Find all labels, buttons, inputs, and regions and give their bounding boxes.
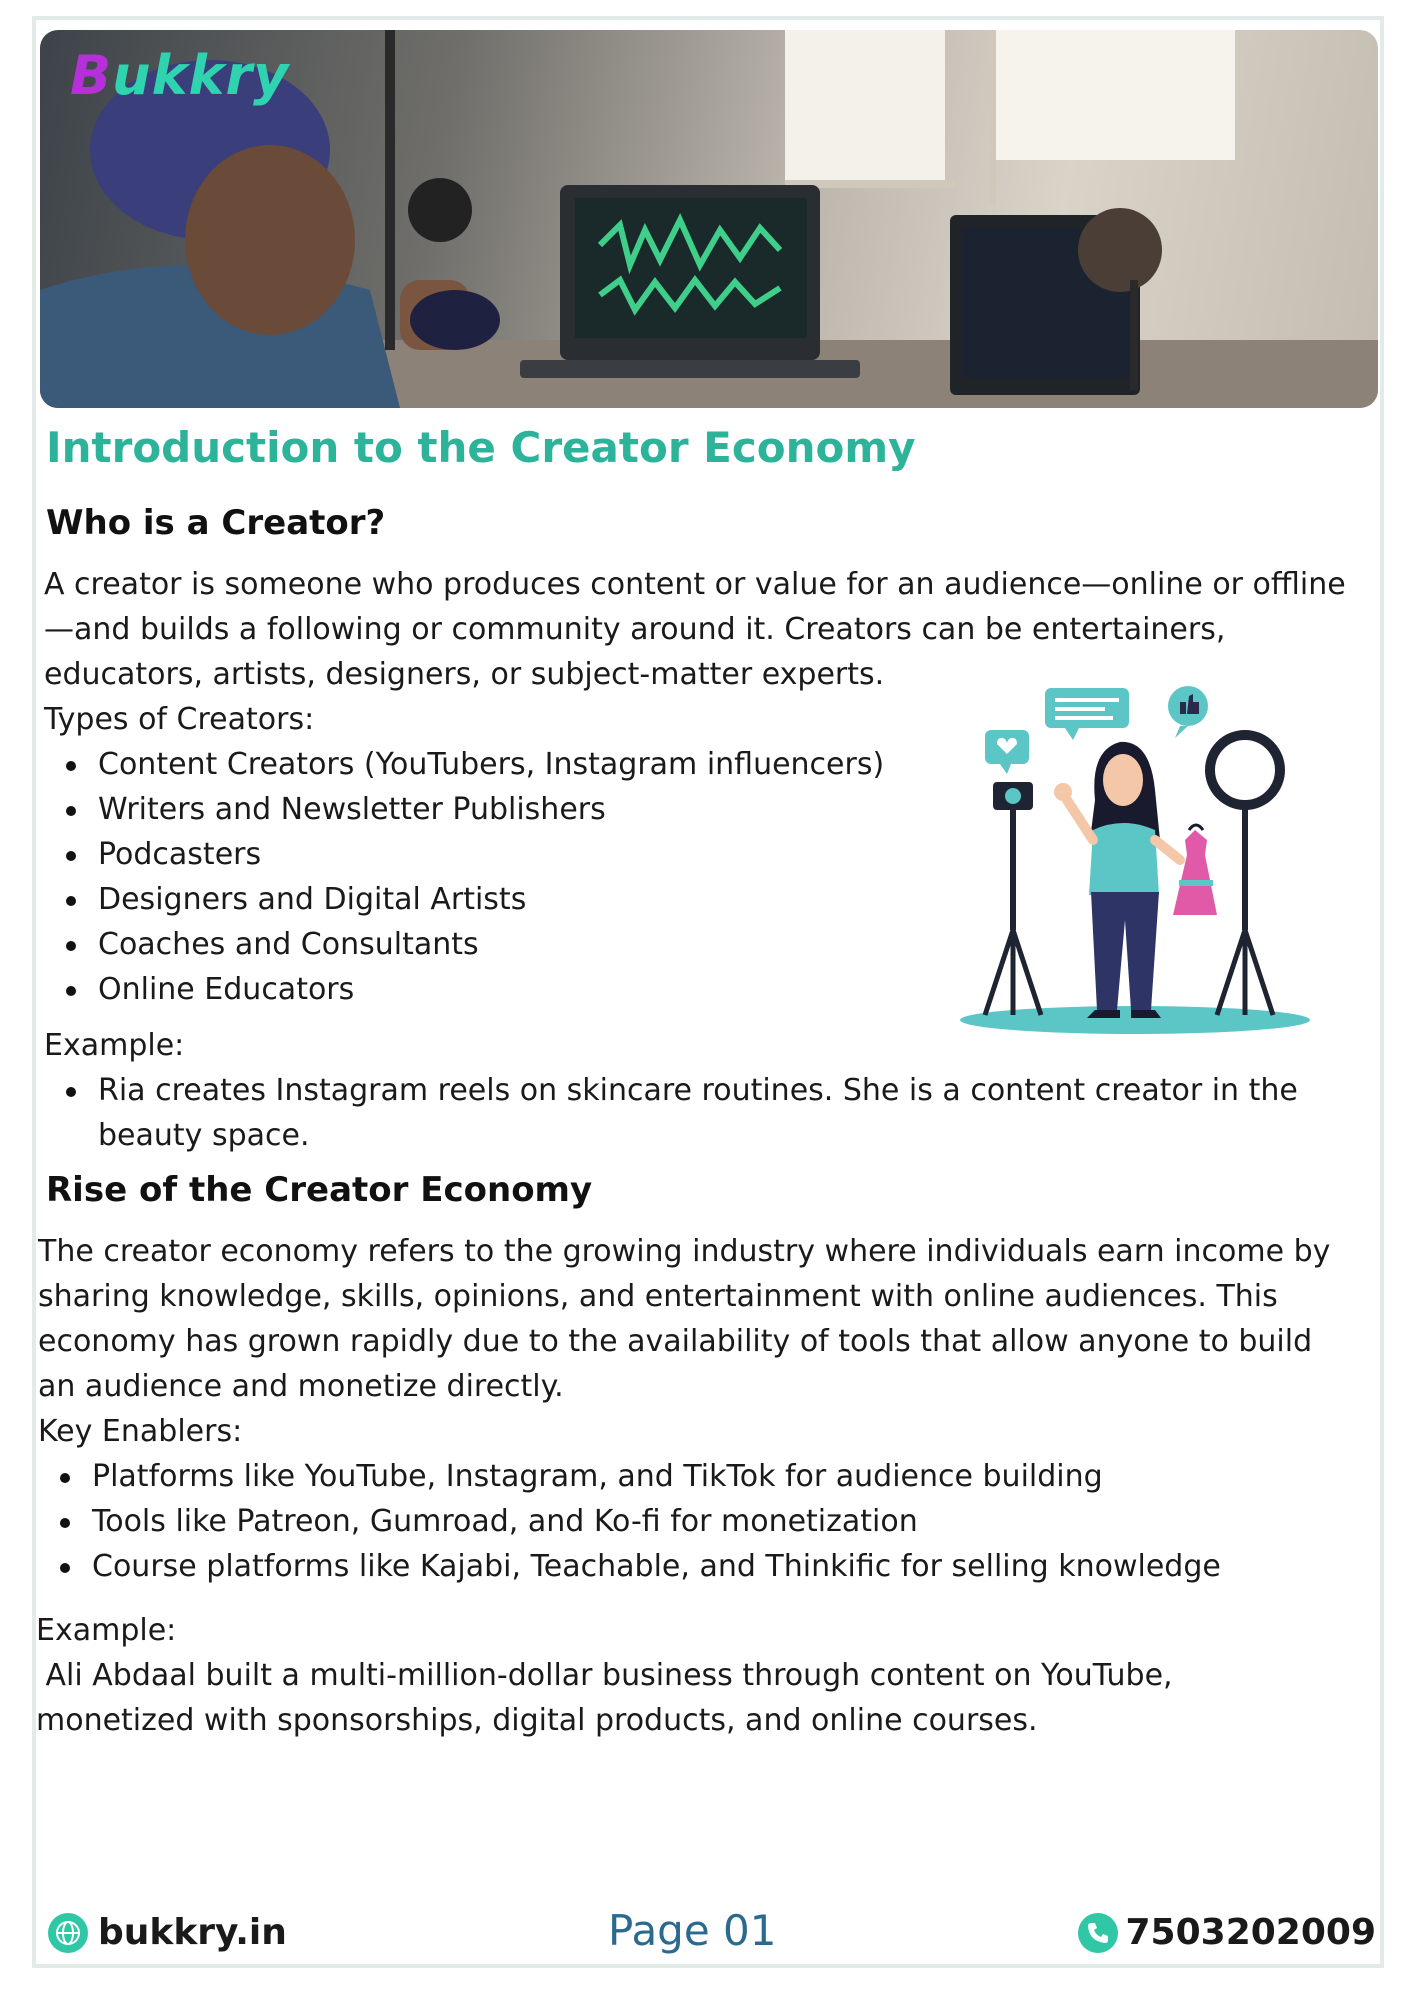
list-item: Writers and Newsletter Publishers bbox=[44, 787, 884, 832]
example-line: Ali Abdaal built a multi-million-dollar business through content on YouTube, bbox=[36, 1658, 1173, 1693]
section1-example-label: Example: bbox=[44, 1028, 185, 1063]
globe-icon bbox=[48, 1913, 88, 1953]
list-item: Coaches and Consultants bbox=[44, 922, 884, 967]
enablers-label: Key Enablers: bbox=[38, 1414, 243, 1449]
list-item: Podcasters bbox=[44, 832, 884, 877]
section1-intro-line: —and builds a following or community around it. Creators can be entertainers, bbox=[44, 612, 1226, 647]
section2-intro-line: an audience and monetize directly. bbox=[38, 1369, 564, 1404]
section1-example-list bbox=[44, 1068, 1298, 1158]
creator-types-list bbox=[44, 742, 884, 1012]
list-item bbox=[44, 1068, 1298, 1158]
section2-intro-line: sharing knowledge, skills, opinions, and entertainment with online audiences. This bbox=[38, 1279, 1278, 1314]
footer-phone[interactable] bbox=[1078, 1912, 1377, 1953]
list-item: Online Educators bbox=[44, 967, 884, 1012]
page-title: Introduction to the Creator Economy bbox=[46, 423, 916, 472]
footer-website[interactable] bbox=[48, 1912, 287, 1953]
phone-number[interactable]: 7503202009 bbox=[1125, 1912, 1376, 1953]
section2-intro-line: The creator economy refers to the growing industry where individuals earn income by bbox=[38, 1234, 1331, 1269]
section-heading-who-is-creator: Who is a Creator? bbox=[46, 503, 386, 543]
section1-intro-line: educators, artists, designers, or subject-matter experts. bbox=[44, 657, 885, 692]
list-item: Platforms like YouTube, Instagram, and TikTok for audience building bbox=[38, 1454, 1221, 1499]
list-item: Content Creators (YouTubers, Instagram influencers) bbox=[44, 742, 884, 787]
page-number: Page 01 bbox=[608, 1906, 777, 1955]
types-label: Types of Creators: bbox=[44, 702, 315, 737]
phone-icon bbox=[1078, 1913, 1118, 1953]
website-link[interactable]: bukkry.in bbox=[98, 1912, 287, 1953]
hero-image bbox=[40, 30, 1378, 408]
section2-example bbox=[36, 1608, 1173, 1743]
example-line: monetized with sponsorships, digital products, and online courses. bbox=[36, 1703, 1038, 1738]
list-item: Designers and Digital Artists bbox=[44, 877, 884, 922]
brand-logo: Bukkry bbox=[70, 44, 290, 107]
example-line: Ria creates Instagram reels on skincare routines. She is a content creator in the bbox=[98, 1073, 1298, 1108]
creator-with-ring-light-illustration-icon bbox=[955, 680, 1315, 1040]
section2-intro bbox=[38, 1229, 1330, 1454]
list-item: Course platforms like Kajabi, Teachable, and Thinkific for selling knowledge bbox=[38, 1544, 1221, 1589]
example-line: beauty space. bbox=[98, 1118, 310, 1153]
section-heading-rise: Rise of the Creator Economy bbox=[46, 1170, 593, 1210]
list-item: Tools like Patreon, Gumroad, and Ko-fi for monetization bbox=[38, 1499, 1221, 1544]
key-enablers-list bbox=[38, 1454, 1221, 1589]
section2-intro-line: economy has grown rapidly due to the availability of tools that allow anyone to build bbox=[38, 1324, 1313, 1359]
section2-example-label: Example: bbox=[36, 1613, 177, 1648]
section1-intro-line: A creator is someone who produces content or value for an audience—online or offline bbox=[44, 567, 1346, 602]
